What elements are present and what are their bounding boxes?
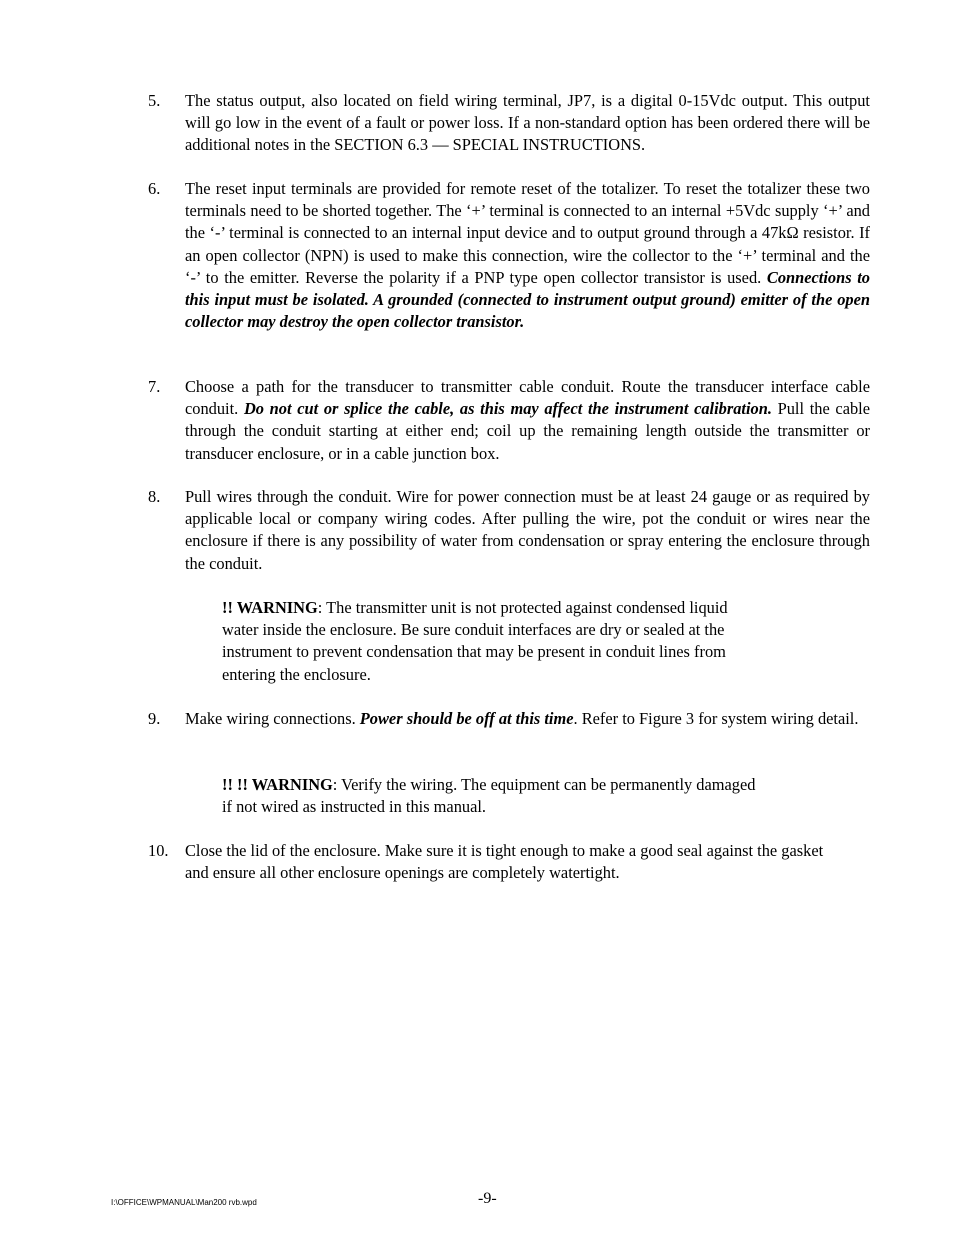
text-segment: . Refer to Figure 3 for system wiring detail. [573,709,859,728]
list-item-7 [148,376,870,465]
warning-label: !! !! WARNING [222,775,333,794]
item-text [185,90,870,157]
emphasis-segment: Power should be off at this time [359,709,574,728]
list-item-9 [148,708,870,730]
item-text [185,178,870,333]
item-text [185,376,870,465]
emphasis-segment: Connections to this input must be isolated. A grounded (connected to instrument output ground) emitter of the open collector may destroy the open collector transistor. [185,267,870,332]
text-segment: Close the lid of the enclosure. Make sure it is tight enough to make a good seal against the gasket and ensure all other enclosure openings are completely watertight. [185,841,824,883]
item-number: 7. [148,377,161,396]
text-segment: Make wiring connections. [185,709,360,728]
item-number: 5. [148,91,161,110]
warning-wiring [222,774,762,818]
page-number: -9- [478,1190,497,1207]
item-number: 6. [148,179,161,198]
text-segment: Pull wires through the conduit. Wire for power connection must be at least 24 gauge or as required by applicable local or company wiring codes. After pulling the wire, pot the conduit or wires near the enclosure if there is any possibility of water from condensation or spray entering the enclosure through the conduit. [185,487,870,573]
text-segment: The status output, also located on field wiring terminal, JP7, is a digital 0-15Vdc output. This output will go low in the event of a fault or power loss. If a non-standard option has been ordered there will be additional notes in the SECTION 6.3 — SPECIAL INSTRUCTIONS. [185,91,870,155]
text-segment: Pull the cable through the conduit starting at either end; coil up the remaining length outside the transmitter or transducer enclosure, or in a cable junction box. [185,399,871,463]
text-segment: Choose a path for the transducer to transmitter cable conduit. Route the transducer interface cable conduit. [185,377,870,419]
list-item-6 [148,178,870,333]
list-item-10 [148,840,848,884]
footer-file-path: I:\OFFICE\WPMANUAL\Man200 rvb.wpd [111,1198,257,1207]
emphasis-segment: Do not cut or splice the cable, as this may affect the instrument calibration. [243,399,772,419]
item-text [185,708,870,730]
item-text [185,840,848,884]
item-number: 9. [148,709,161,728]
warning-label: !! WARNING [222,598,318,617]
list-item-5 [148,90,870,157]
warning-condensation [222,597,762,686]
item-text [185,486,870,575]
warning-text: : The transmitter unit is not protected against condensed liquid water inside the enclosure. Be sure conduit interfaces are dry or sealed at the instrument to prevent condensation that may be present in conduit lines from entering the enclosure. [222,598,728,684]
item-number: 8. [148,487,161,506]
text-segment: The reset input terminals are provided for remote reset of the totalizer. To reset the totalizer these two terminals need to be shorted together. The ‘+’ terminal is connected to an internal +5Vdc supply ‘+’ and the ‘-’ terminal is connected to an internal input device and to output ground through a 47kΩ resistor. If an open collector (NPN) is used to make this connection, wire the collector to the ‘+’ terminal and the ‘-’ to the emitter. Reverse the polarity if a PNP type open collector transistor is used. [185,179,870,287]
list-item-8 [148,486,870,575]
item-number: 10. [148,841,169,860]
warning-text: : Verify the wiring. The equipment can be permanently damaged if not wired as instructed in this manual. [222,775,756,817]
